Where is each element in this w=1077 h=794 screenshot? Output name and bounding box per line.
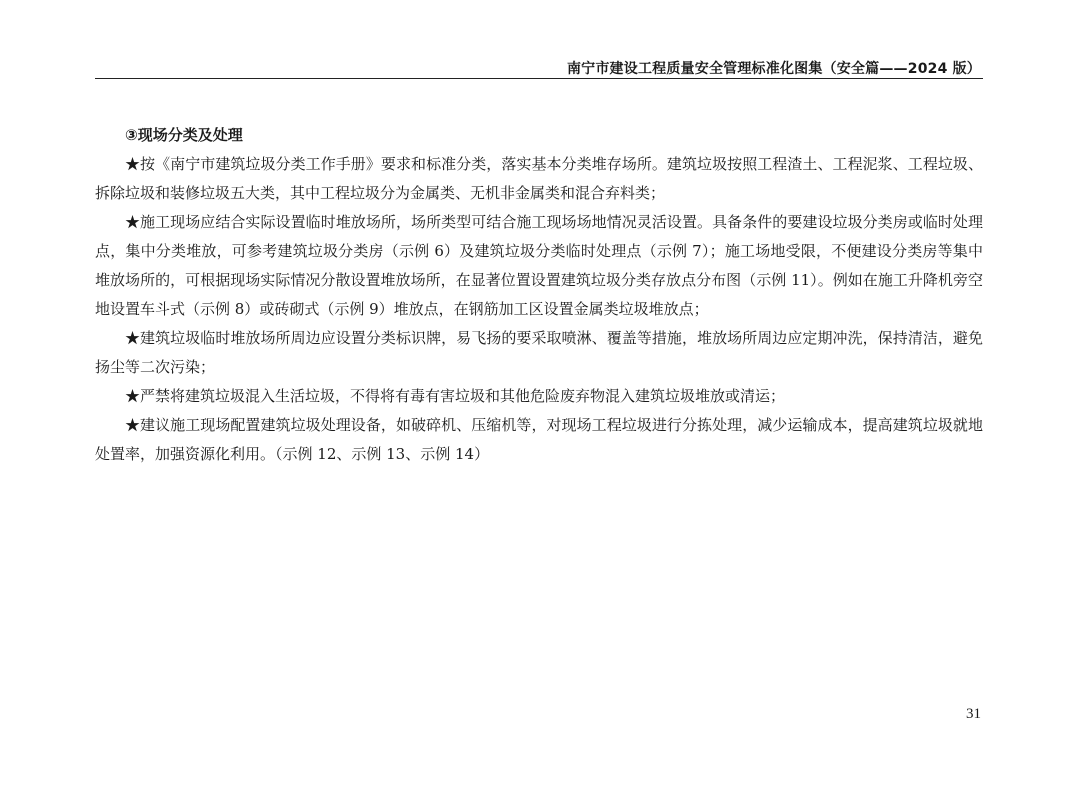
header-divider [95, 78, 983, 79]
paragraph-processing-equipment: ★建议施工现场配置建筑垃圾处理设备，如破碎机、压缩机等，对现场工程垃圾进行分拣处理，减少运输成本，提高建筑垃圾就地处置率，加强资源化利用。（示例 12、示例 13、示例 14） [95, 416, 983, 463]
paragraph-temporary-storage: ★施工现场应结合实际设置临时堆放场所，场所类型可结合施工现场场地情况灵活设置。具备条件的要建设垃圾分类房或临时处理点，集中分类堆放，可参考建筑垃圾分类房（示例 6）及建筑垃圾分类临时处理点（示例 7）；施工场地受限，不便建设分类房等集中堆放场所的，可根据现场实际情况分散设置堆放场所，在显著位置设置建筑垃圾分类存放点分布图（示例 11）。例如在施工升降机旁空地设置车斗式（示例 8）或砖砌式（示例 9）堆放点，在钢筋加工区设置金属类垃圾堆放点； [95, 213, 983, 318]
section-heading: ③现场分类及处理 [125, 126, 243, 144]
paragraph-signage-dust-control: ★建筑垃圾临时堆放场所周边应设置分类标识牌，易飞扬的要采取喷淋、覆盖等措施，堆放场所周边应定期冲洗，保持清洁，避免扬尘等二次污染； [95, 329, 983, 376]
paragraph-prohibition: ★严禁将建筑垃圾混入生活垃圾，不得将有毒有害垃圾和其他危险废弃物混入建筑垃圾堆放或清运； [125, 387, 786, 405]
page-number: 31 [966, 706, 981, 722]
paragraph-sorting-standard: ★按《南宁市建筑垃圾分类工作手册》要求和标准分类，落实基本分类堆存场所。建筑垃圾按照工程渣土、工程泥浆、工程垃圾、拆除垃圾和装修垃圾五大类，其中工程垃圾分为金属类、无机非金属类和混合弃料类； [95, 155, 983, 202]
page-body [95, 121, 983, 469]
document-header-title: 南宁市建设工程质量安全管理标准化图集（安全篇——2024 版） [566, 61, 981, 77]
